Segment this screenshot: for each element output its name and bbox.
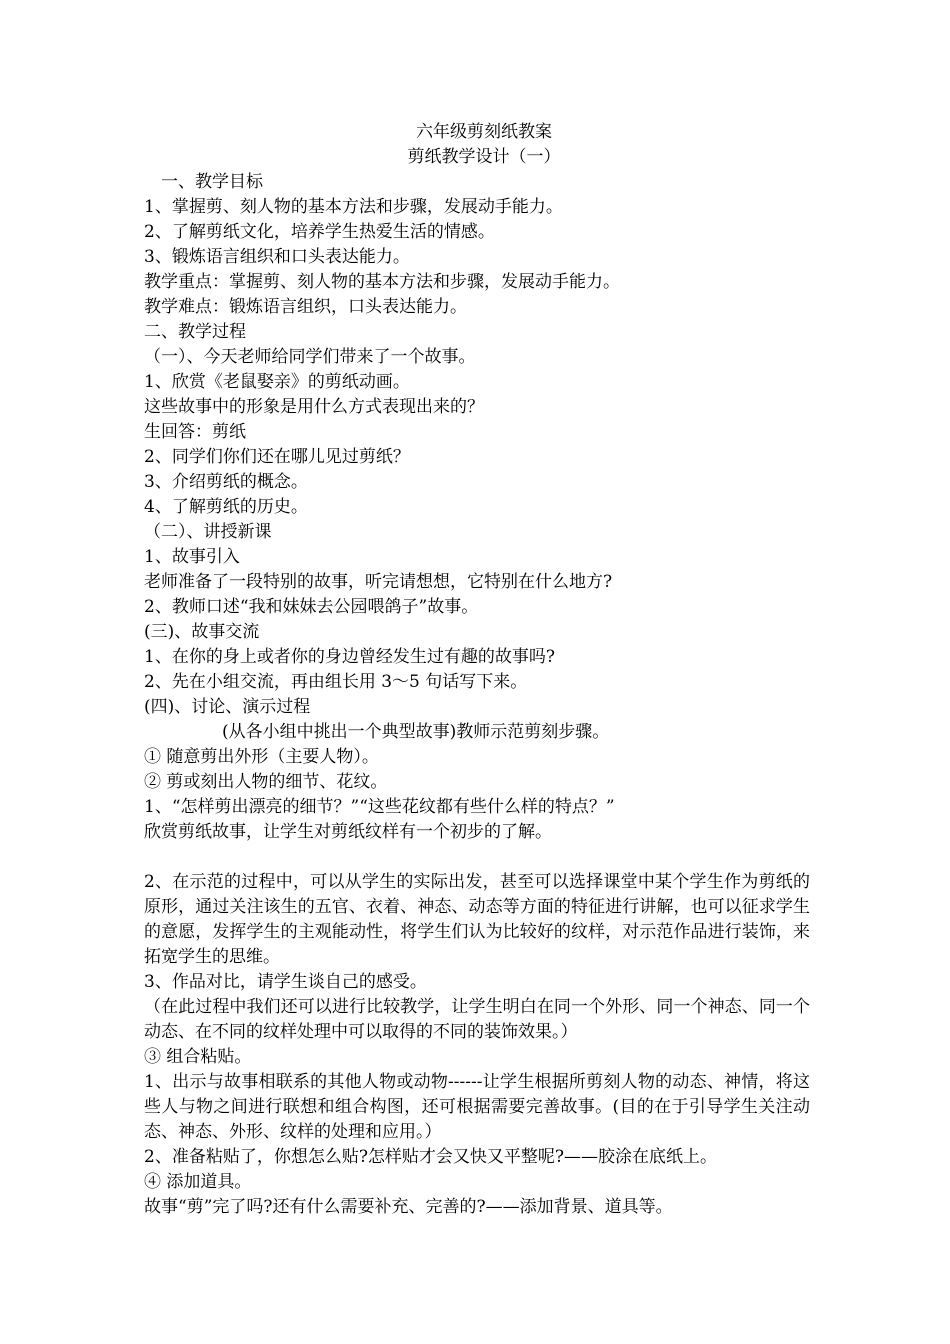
text-line: （一）、今天老师给同学们带来了一个故事。 — [144, 347, 476, 367]
text-line: 1、在你的身上或者你的身边曾经发生过有趣的故事吗? — [144, 647, 555, 667]
text-line: ① 随意剪出外形（主要人物）。 — [144, 747, 379, 767]
text-line: 1、欣赏《老鼠娶亲》的剪纸动画。 — [144, 372, 410, 392]
document-subtitle: 剪纸教学设计（一） — [407, 147, 561, 167]
text-line: 4、了解剪纸的历史。 — [144, 497, 308, 517]
section-heading-objectives: 一、教学目标 — [161, 172, 263, 192]
text-line: (三)、故事交流 — [144, 622, 260, 642]
text-line: 欣赏剪纸故事，让学生对剪纸纹样有一个初步的了解。 — [144, 822, 552, 842]
text-line: (四)、讨论、演示过程 — [144, 697, 311, 717]
paragraph-demonstration: 2、在示范的过程中，可以从学生的实际出发，甚至可以选择课堂中某个学生作为剪纸的原形，通过关注该生的五官、衣着、神态、动态等方面的特征进行讲解，也可以征求学生的意愿，发挥学生的主观能动性，将学生们认为比较好的纹样，对示范作品进行装饰，来拓宽学生的思维。 — [144, 872, 810, 967]
text-line: 2、准备粘贴了，你想怎么贴?怎样贴才会又快又平整呢?——胶涂在底纸上。 — [144, 1147, 718, 1167]
paragraph-composition: 1、出示与故事相联系的其他人物或动物------让学生根据所剪刻人物的动态、神情，将这些人与物之间进行联想和组合构图，还可根据需要完善故事。(目的在于引导学生关注动态、神态、外形、纹样的处理和应用。） — [144, 1072, 810, 1142]
paragraph-comparison: （在此过程中我们还可以进行比较教学，让学生明白在同一个外形、同一个神态、同一个动态、在不同的纹样处理中可以取得的不同的装饰效果。） — [144, 997, 810, 1042]
text-line: 这些故事中的形象是用什么方式表现出来的？ — [144, 397, 484, 417]
document-title: 六年级剪刻纸教案 — [416, 122, 552, 142]
text-line: 生回答：剪纸 — [144, 422, 246, 442]
text-line: 1、故事引入 — [144, 547, 240, 567]
text-line: ② 剪或刻出人物的细节、花纹。 — [144, 772, 388, 792]
text-line: ④ 添加道具。 — [144, 1172, 252, 1192]
text-line: 教学难点：锻炼语言组织，口头表达能力。 — [144, 297, 467, 317]
document-page — [144, 120, 824, 1220]
text-line: ③ 组合粘贴。 — [144, 1047, 252, 1067]
text-line: 故事“剪”完了吗?还有什么需要补充、完善的?——添加背景、道具等。 — [144, 1197, 673, 1217]
text-line: (从各小组中挑出一个典型故事)教师示范剪刻步骤。 — [222, 722, 610, 742]
text-line: 2、先在小组交流，再由组长用 3～5 句话写下来。 — [144, 672, 528, 692]
text-line: 3、作品对比，请学生谈自己的感受。 — [144, 972, 427, 992]
text-line: 3、锻炼语言组织和口头表达能力。 — [144, 247, 410, 267]
text-line: 3、介绍剪纸的概念。 — [144, 472, 308, 492]
text-line: 1、“怎样剪出漂亮的细节？”“这些花纹都有些什么样的特点？” — [144, 797, 615, 817]
text-line: 1、掌握剪、刻人物的基本方法和步骤，发展动手能力。 — [144, 197, 563, 217]
section-heading-process: 二、教学过程 — [144, 322, 246, 342]
text-line: 教学重点：掌握剪、刻人物的基本方法和步骤，发展动手能力。 — [144, 272, 620, 292]
text-line: 2、了解剪纸文化，培养学生热爱生活的情感。 — [144, 222, 495, 242]
text-line: 2、教师口述“我和妹妹去公园喂鸽子”故事。 — [144, 597, 479, 617]
text-line: 老师准备了一段特别的故事，听完请想想，它特别在什么地方? — [144, 572, 613, 592]
text-line: （二）、讲授新课 — [144, 522, 272, 542]
blank-line — [144, 845, 824, 870]
text-line: 2、同学们你们还在哪儿见过剪纸？ — [144, 447, 410, 467]
